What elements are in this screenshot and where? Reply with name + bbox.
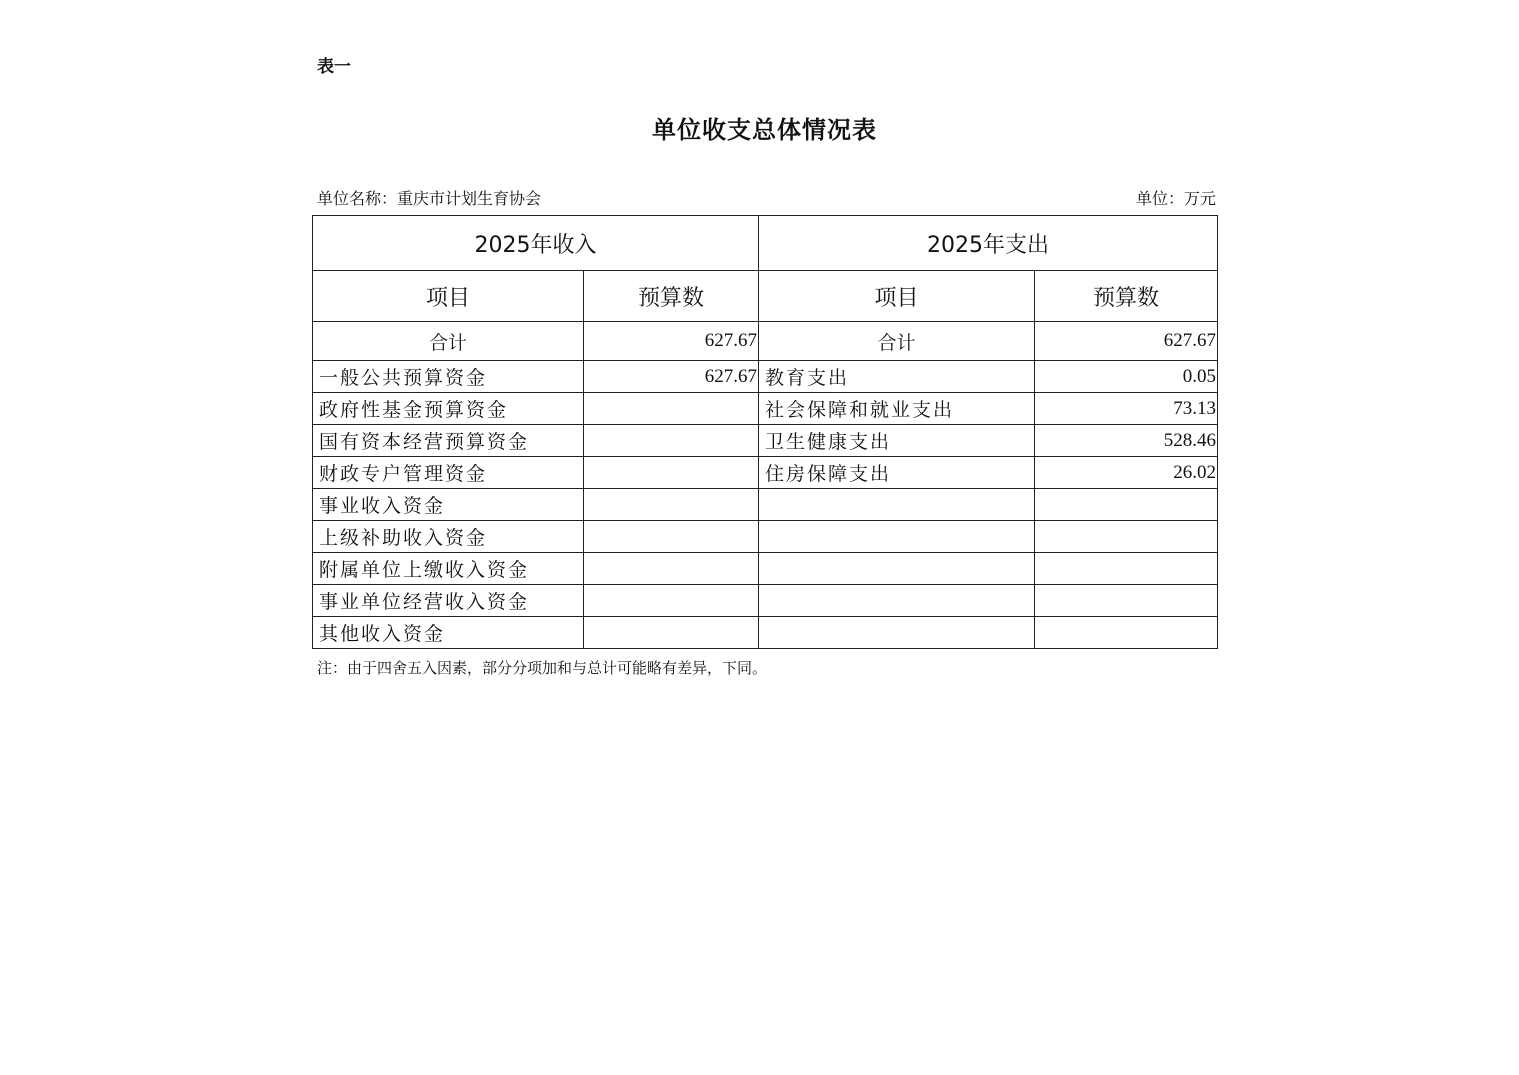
section-header-row (313, 216, 1218, 271)
expense-value-cell (1035, 521, 1218, 553)
table-label: 表一 (317, 57, 351, 77)
expense-value-cell (1035, 489, 1218, 521)
income-item-cell: 政府性基金预算资金 (313, 393, 584, 425)
table-row (313, 393, 1218, 425)
income-section-header: 2025年收入 (313, 216, 759, 271)
currency-unit-label: 单位：万元 (1135, 189, 1216, 208)
income-total-label: 合计 (313, 322, 584, 361)
expense-item-cell: 教育支出 (759, 361, 1035, 393)
meta-row (317, 186, 1216, 209)
expense-item-cell: 社会保障和就业支出 (759, 393, 1035, 425)
income-item-cell: 财政专户管理资金 (313, 457, 584, 489)
expense-section-header: 2025年支出 (759, 216, 1218, 271)
income-value-cell (584, 489, 759, 521)
data-rows (313, 361, 1218, 649)
income-item-header: 项目 (313, 271, 584, 322)
expense-value-cell (1035, 585, 1218, 617)
income-value-cell (584, 585, 759, 617)
income-value-cell (584, 553, 759, 585)
income-item-cell: 其他收入资金 (313, 617, 584, 649)
expense-total-value: 627.67 (1035, 322, 1218, 361)
expense-value-cell: 0.05 (1035, 361, 1218, 393)
income-value-cell (584, 457, 759, 489)
expense-item-cell: 住房保障支出 (759, 457, 1035, 489)
expense-value-cell: 528.46 (1035, 425, 1218, 457)
column-header-row (313, 271, 1218, 322)
income-item-cell: 事业收入资金 (313, 489, 584, 521)
income-budget-header: 预算数 (584, 271, 759, 322)
total-row (313, 322, 1218, 361)
income-total-value: 627.67 (584, 322, 759, 361)
table-row (313, 553, 1218, 585)
unit-name-label: 单位名称：重庆市计划生育协会 (317, 189, 542, 208)
footnote: 注：由于四舍五入因素，部分分项加和与总计可能略有差异，下同。 (317, 659, 768, 677)
income-value-cell (584, 521, 759, 553)
table-row (313, 361, 1218, 393)
expense-item-header: 项目 (759, 271, 1035, 322)
expense-value-cell: 73.13 (1035, 393, 1218, 425)
table-row (313, 425, 1218, 457)
income-value-cell (584, 393, 759, 425)
table-row (313, 457, 1218, 489)
budget-table (312, 215, 1218, 649)
expense-item-cell: 卫生健康支出 (759, 425, 1035, 457)
expense-item-cell (759, 617, 1035, 649)
table-row (313, 489, 1218, 521)
table-row (313, 585, 1218, 617)
income-item-cell: 事业单位经营收入资金 (313, 585, 584, 617)
expense-value-cell (1035, 553, 1218, 585)
expense-item-cell (759, 585, 1035, 617)
income-value-cell: 627.67 (584, 361, 759, 393)
expense-value-cell (1035, 617, 1218, 649)
expense-item-cell (759, 489, 1035, 521)
expense-budget-header: 预算数 (1035, 271, 1218, 322)
income-value-cell (584, 617, 759, 649)
table-row (313, 521, 1218, 553)
expense-item-cell (759, 553, 1035, 585)
income-item-cell: 附属单位上缴收入资金 (313, 553, 584, 585)
income-item-cell: 一般公共预算资金 (313, 361, 584, 393)
income-item-cell: 上级补助收入资金 (313, 521, 584, 553)
expense-value-cell: 26.02 (1035, 457, 1218, 489)
income-value-cell (584, 425, 759, 457)
expense-total-label: 合计 (759, 322, 1035, 361)
table-row (313, 617, 1218, 649)
page-title: 单位收支总体情况表 (652, 115, 877, 144)
income-item-cell: 国有资本经营预算资金 (313, 425, 584, 457)
expense-item-cell (759, 521, 1035, 553)
